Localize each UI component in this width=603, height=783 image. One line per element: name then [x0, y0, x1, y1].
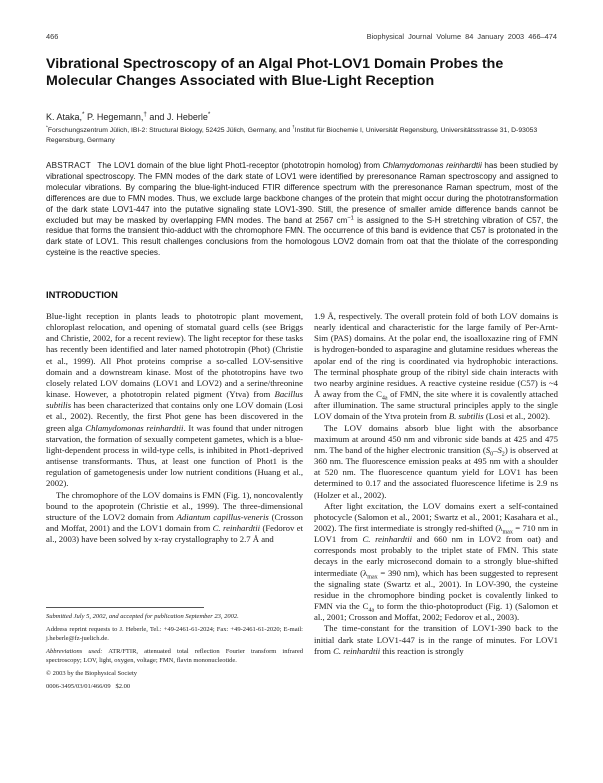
abstract-label: ABSTRACT	[46, 161, 91, 170]
body-text: . It was found that under nitrogen starvation, the formation of sexually competent gametes, which is a blue-light-dependent process in wild-type cells, is inhibited in Phot1-deprived antisense transformants. Thus, at least one function of Phot1 is the regulation of gametogenesis under low nutrient conditions (Huang et al., 2002).	[46, 422, 304, 489]
affiliation-mark: *	[207, 111, 211, 118]
abstract-text: The LOV1 domain of the blue light Phot1-receptor (phototropin homolog) from	[97, 161, 383, 170]
organism-name: C. reinhardtii	[333, 645, 381, 656]
affiliation-text: Institut für Biochemie I, Universität Regensburg, Universitätsstrasse 31, D-93053 Regensburg, Germany	[46, 127, 538, 144]
abstract-text: is assigned to the S-H stretching vibration of C57, the residue that forms the transient thio-adduct with the chromophore FMN. The occurrence of this band is evidence that C57 is protonated in the dark state of LOV1. This result challenges conclusions from the homologous LOV2 domain from oat that the thiolate of the corresponding cysteine is the reactive species.	[46, 215, 558, 258]
symbol: S	[497, 444, 502, 455]
body-text: –	[493, 444, 498, 455]
body-text: of FMN, the site where it is covalently attached after illumination. The same structural principles apply to the single LOV domain of the Ytva protein from	[314, 389, 558, 422]
page-number: 466	[46, 32, 59, 41]
body-text: Blue-light reception in plants leads to phototropic plant movement, chloroplast relocation, and opening of stomatal guard cells (see Briggs and Christie, 2002, for a recent review). The light receptor for these tasks has recently been identified and later named phototropin (Phot) (Christie et al., 1999). All Phot proteins comprise a so-called LOV-sensitive domain and a downstream kinase. Most of the phototropins have two closely related LOV domains (LOV1 and LOV2) and a serine/threonine kinase. However, a phototropin related pigment (Ytva) from	[46, 311, 303, 400]
paragraph	[314, 423, 558, 501]
journal-info: Biophysical Journal Volume 84 January 2003 466–474	[366, 32, 557, 41]
affiliation-mark: †	[143, 111, 147, 118]
abbreviations-label: Abbreviations used:	[46, 647, 103, 655]
body-column-right	[314, 311, 558, 657]
body-text: After light excitation, the LOV domains exert a self-contained photocycle (Salomon et al., 2001; Swartz et al., 2001; Kasahara et al., 2002). The first intermediate is strongly red-shifted (λ	[314, 500, 558, 533]
affiliation-text: Forschungszentrum Jülich, IBI-2: Structural Biology, 52425 Jülich, Germany, and	[47, 127, 293, 134]
subscript: 2	[501, 451, 505, 458]
organism-name: B. subtilis	[448, 411, 484, 422]
paragraph	[314, 311, 558, 423]
footnotes	[46, 612, 303, 694]
subscript: max	[502, 529, 513, 536]
body-text: (Crosson and Moffat, 2001) and the LOV1 domain from	[46, 511, 304, 533]
body-text: has been characterized that contains only one LOV domain (Losi et al., 2002). Recently, the first Phot gene has been discovered in the green alga	[46, 400, 303, 433]
author-ataka: K. Ataka,	[46, 112, 83, 122]
body-text: = 390 nm), which has been suggested to represent the signaling state (Swartz et al., 2001). In LOV-390, the cysteine residue in the chromophore binding pocket is covalently linked to FMN via the C	[314, 567, 558, 612]
copyright: © 2003 by the Biophysical Society	[46, 669, 138, 677]
body-text: (Losi et al., 2002).	[483, 411, 550, 422]
issn-code: 0006-3495/03/01/466/09 $2.00	[46, 682, 131, 690]
superscript: −1	[347, 214, 354, 221]
affiliation-mark: †	[292, 125, 295, 131]
body-text: The LOV domains absorb blue light with the absorbance maximum at around 450 nm and vibronic side bands at 425 and 475 nm. The band of the higher electronic transition (	[314, 422, 558, 455]
body-text: ) is observed at 360 nm. The fluorescence emission peaks at 495 nm with a shoulder at 520 nm. The fluorescence quantum yield for LOV1 has been determined to 0.17 and the associated fluorescence lifetime is 2.9 ns (Holzer et al., 2002).	[314, 444, 558, 500]
subscript: 4a	[368, 607, 375, 614]
organism-name: Chlamydomonas reinhardtii	[382, 161, 482, 170]
body-text: this reaction is strongly	[380, 645, 464, 656]
body-text: and 660 nm in LOV2 from oat) and corresponds most probably to the triplet state of FMN. This state decays in the early microsecond domain to a strongly blue-shifted intermediate (λ	[314, 534, 558, 578]
section-heading-introduction: INTRODUCTION	[46, 289, 118, 300]
body-text: 1.9 Å, respectively. The overall protein fold of both LOV domains is nearly identical and characteristic for the large family of Per-Arnt-Sim (PAS) domains. At the polar end, the isoalloxazine ring of FMN is hydrogen-bonded to asparagine and glutamine residues whereas the apolar end of the ring is coordinated via hydrophobic interactions. The terminal phosphate group of the ribityl side chain interacts with two nearby arginine residues. A reactive cysteine residue (C57) is ~4 Å away from the C	[314, 311, 558, 400]
article-title: Vibrational Spectroscopy of an Algal Phot-LOV1 Domain Probes the Molecular Changes Associated with Blue-Light Reception	[46, 56, 504, 89]
subscript: max	[367, 574, 378, 581]
paragraph	[46, 311, 303, 490]
paragraph	[314, 501, 558, 624]
author-list	[46, 112, 210, 122]
abbreviations-text: ATR/FTIR, attenuated total reflection Fourier transform infrared spectroscopy; LOV, light, oxygen, voltage; FMN, flavin mononucleotide.	[46, 647, 303, 665]
affiliations	[46, 126, 566, 145]
subscript: 4a	[381, 395, 388, 402]
submission-dates: Submitted July 5, 2002, and accepted for publication September 23, 2002.	[46, 613, 239, 620]
body-text: to form the thio-photoproduct (Fig. 1) (Salomon et al., 2001; Crosson and Moffat, 2002; Fedorov et al., 2003).	[314, 601, 558, 623]
affiliation-mark: *	[82, 111, 85, 118]
author-heberle: and J. Heberle	[146, 112, 208, 122]
organism-name: C. reinhardtii	[362, 534, 413, 545]
organism-name: Chlamydomonas reinhardtii	[85, 422, 184, 433]
body-text: = 710 nm in LOV1 from	[314, 522, 558, 545]
footnote-divider	[46, 607, 204, 608]
subscript: 0	[490, 451, 494, 458]
body-text: The time-constant for the transition of LOV1-390 back to the initial dark state LOV1-447 is in the range of minutes. For LOV1 from	[314, 623, 558, 656]
symbol: S	[485, 444, 491, 455]
reprint-address: Address reprint requests to J. Heberle, Tel.: +49-2461-61-2024; Fax: +49-2461-61-2020; E-mail: j.heberle@fz-juelich.de.	[46, 625, 303, 643]
affiliation-mark: *	[46, 125, 48, 131]
abbreviations	[46, 647, 303, 666]
paragraph	[46, 490, 303, 546]
paragraph	[314, 623, 558, 656]
abstract	[46, 161, 558, 259]
organism-name: Adiantum capillus-veneris	[176, 511, 269, 522]
abstract-text: has been studied by vibrational spectroscopy. The FMN modes of the dark state of LOV1 were identified by preresonance Raman spectroscopy and assigned to molecular vibrations. By comparing the blue-light-induced FTIR difference spectrum with the preresonance Raman spectrum, most of the differences are due to FMN modes. Thus, we exclude large backbone changes of the protein that might occur during the phototransformation of the dark state LOV1-447 into the putative signaling state LOV1-390. Still, the presence of smaller amide difference bands cannot be excluded but may be masked by overlapping FMN modes. The band at 2567 cm	[46, 161, 558, 225]
body-column-left	[46, 311, 303, 545]
organism-name: C. reinhardtii	[212, 522, 261, 533]
author-hegemann: P. Hegemann,	[84, 112, 144, 122]
body-text: The chromophore of the LOV domains is FMN (Fig. 1), noncovalently bound to the apoprotein (Christie et al., 1999). The three-dimensional structure of the LOV2 domain from	[46, 489, 303, 522]
organism-name: Bacillus subtilis	[46, 389, 303, 411]
body-text: (Fedorov et al., 2003) have been solved by x-ray crystallography to 2.7 Å and	[46, 522, 303, 545]
running-head	[46, 32, 557, 44]
